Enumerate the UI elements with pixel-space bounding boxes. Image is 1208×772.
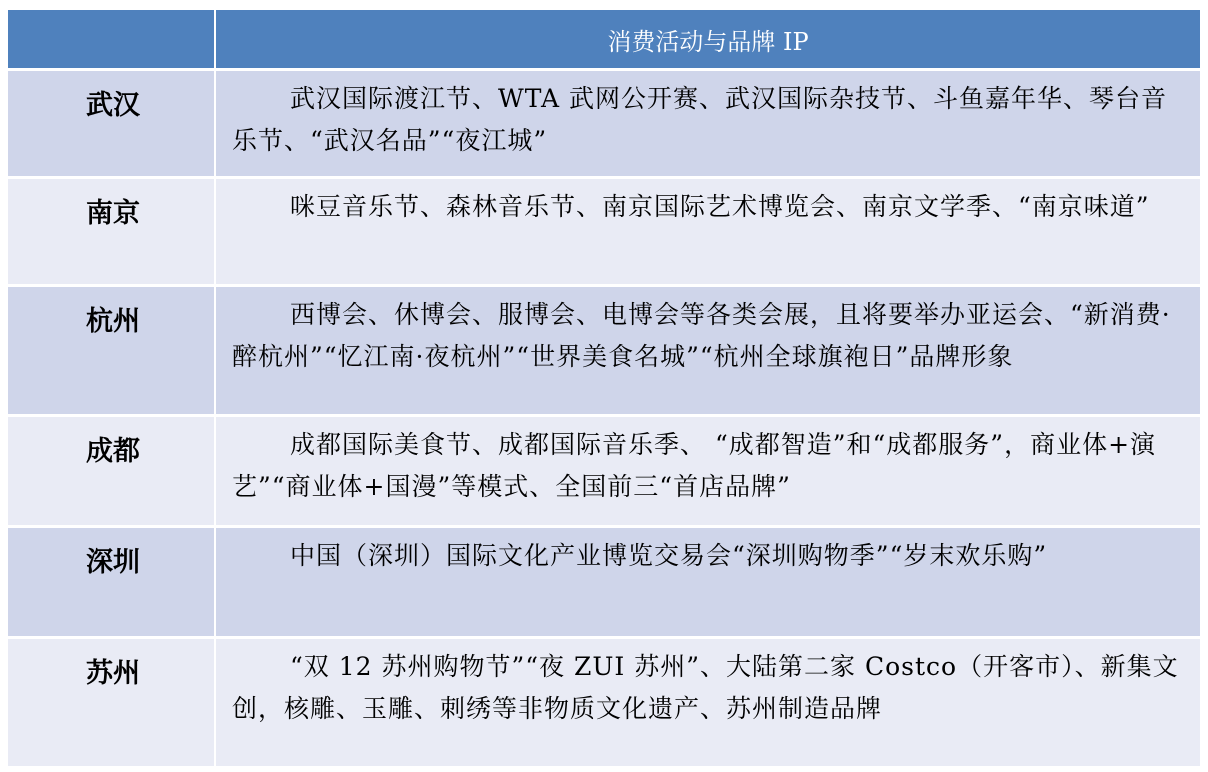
header-corner-cell: [8, 10, 214, 68]
city-label-wuhan: 武汉: [8, 71, 214, 176]
brand-ip-table: [8, 10, 1198, 766]
city-label-suzhou: 苏州: [8, 639, 214, 766]
city-label-shenzhen: 深圳: [8, 528, 214, 636]
city-desc-chengdu: 成都国际美食节、成都国际音乐季、 “成都智造”和“成都服务”，商业体+演艺”“商业体+国漫”等模式、全国前三“首店品牌”: [216, 417, 1200, 525]
city-label-nanjing: 南京: [8, 179, 214, 284]
city-desc-shenzhen: 中国（深圳）国际文化产业博览交易会“深圳购物季”“岁末欢乐购”: [216, 528, 1200, 636]
city-desc-nanjing: 咪豆音乐节、森林音乐节、南京国际艺术博览会、南京文学季、“南京味道”: [216, 179, 1200, 284]
header-title: 消费活动与品牌 IP: [216, 10, 1200, 68]
city-desc-wuhan: 武汉国际渡江节、WTA 武网公开赛、武汉国际杂技节、斗鱼嘉年华、琴台音乐节、“武汉名品”“夜江城”: [216, 71, 1200, 176]
city-label-hangzhou: 杭州: [8, 287, 214, 414]
city-label-chengdu: 成都: [8, 417, 214, 525]
city-desc-suzhou: “双 12 苏州购物节”“夜 ZUI 苏州”、大陆第二家 Costco（开客市）、新集文创，核雕、玉雕、刺绣等非物质文化遗产、苏州制造品牌: [216, 639, 1200, 766]
city-desc-hangzhou: 西博会、休博会、服博会、电博会等各类会展，且将要举办亚运会、“新消费·醉杭州”“忆江南·夜杭州”“世界美食名城”“杭州全球旗袍日”品牌形象: [216, 287, 1200, 414]
